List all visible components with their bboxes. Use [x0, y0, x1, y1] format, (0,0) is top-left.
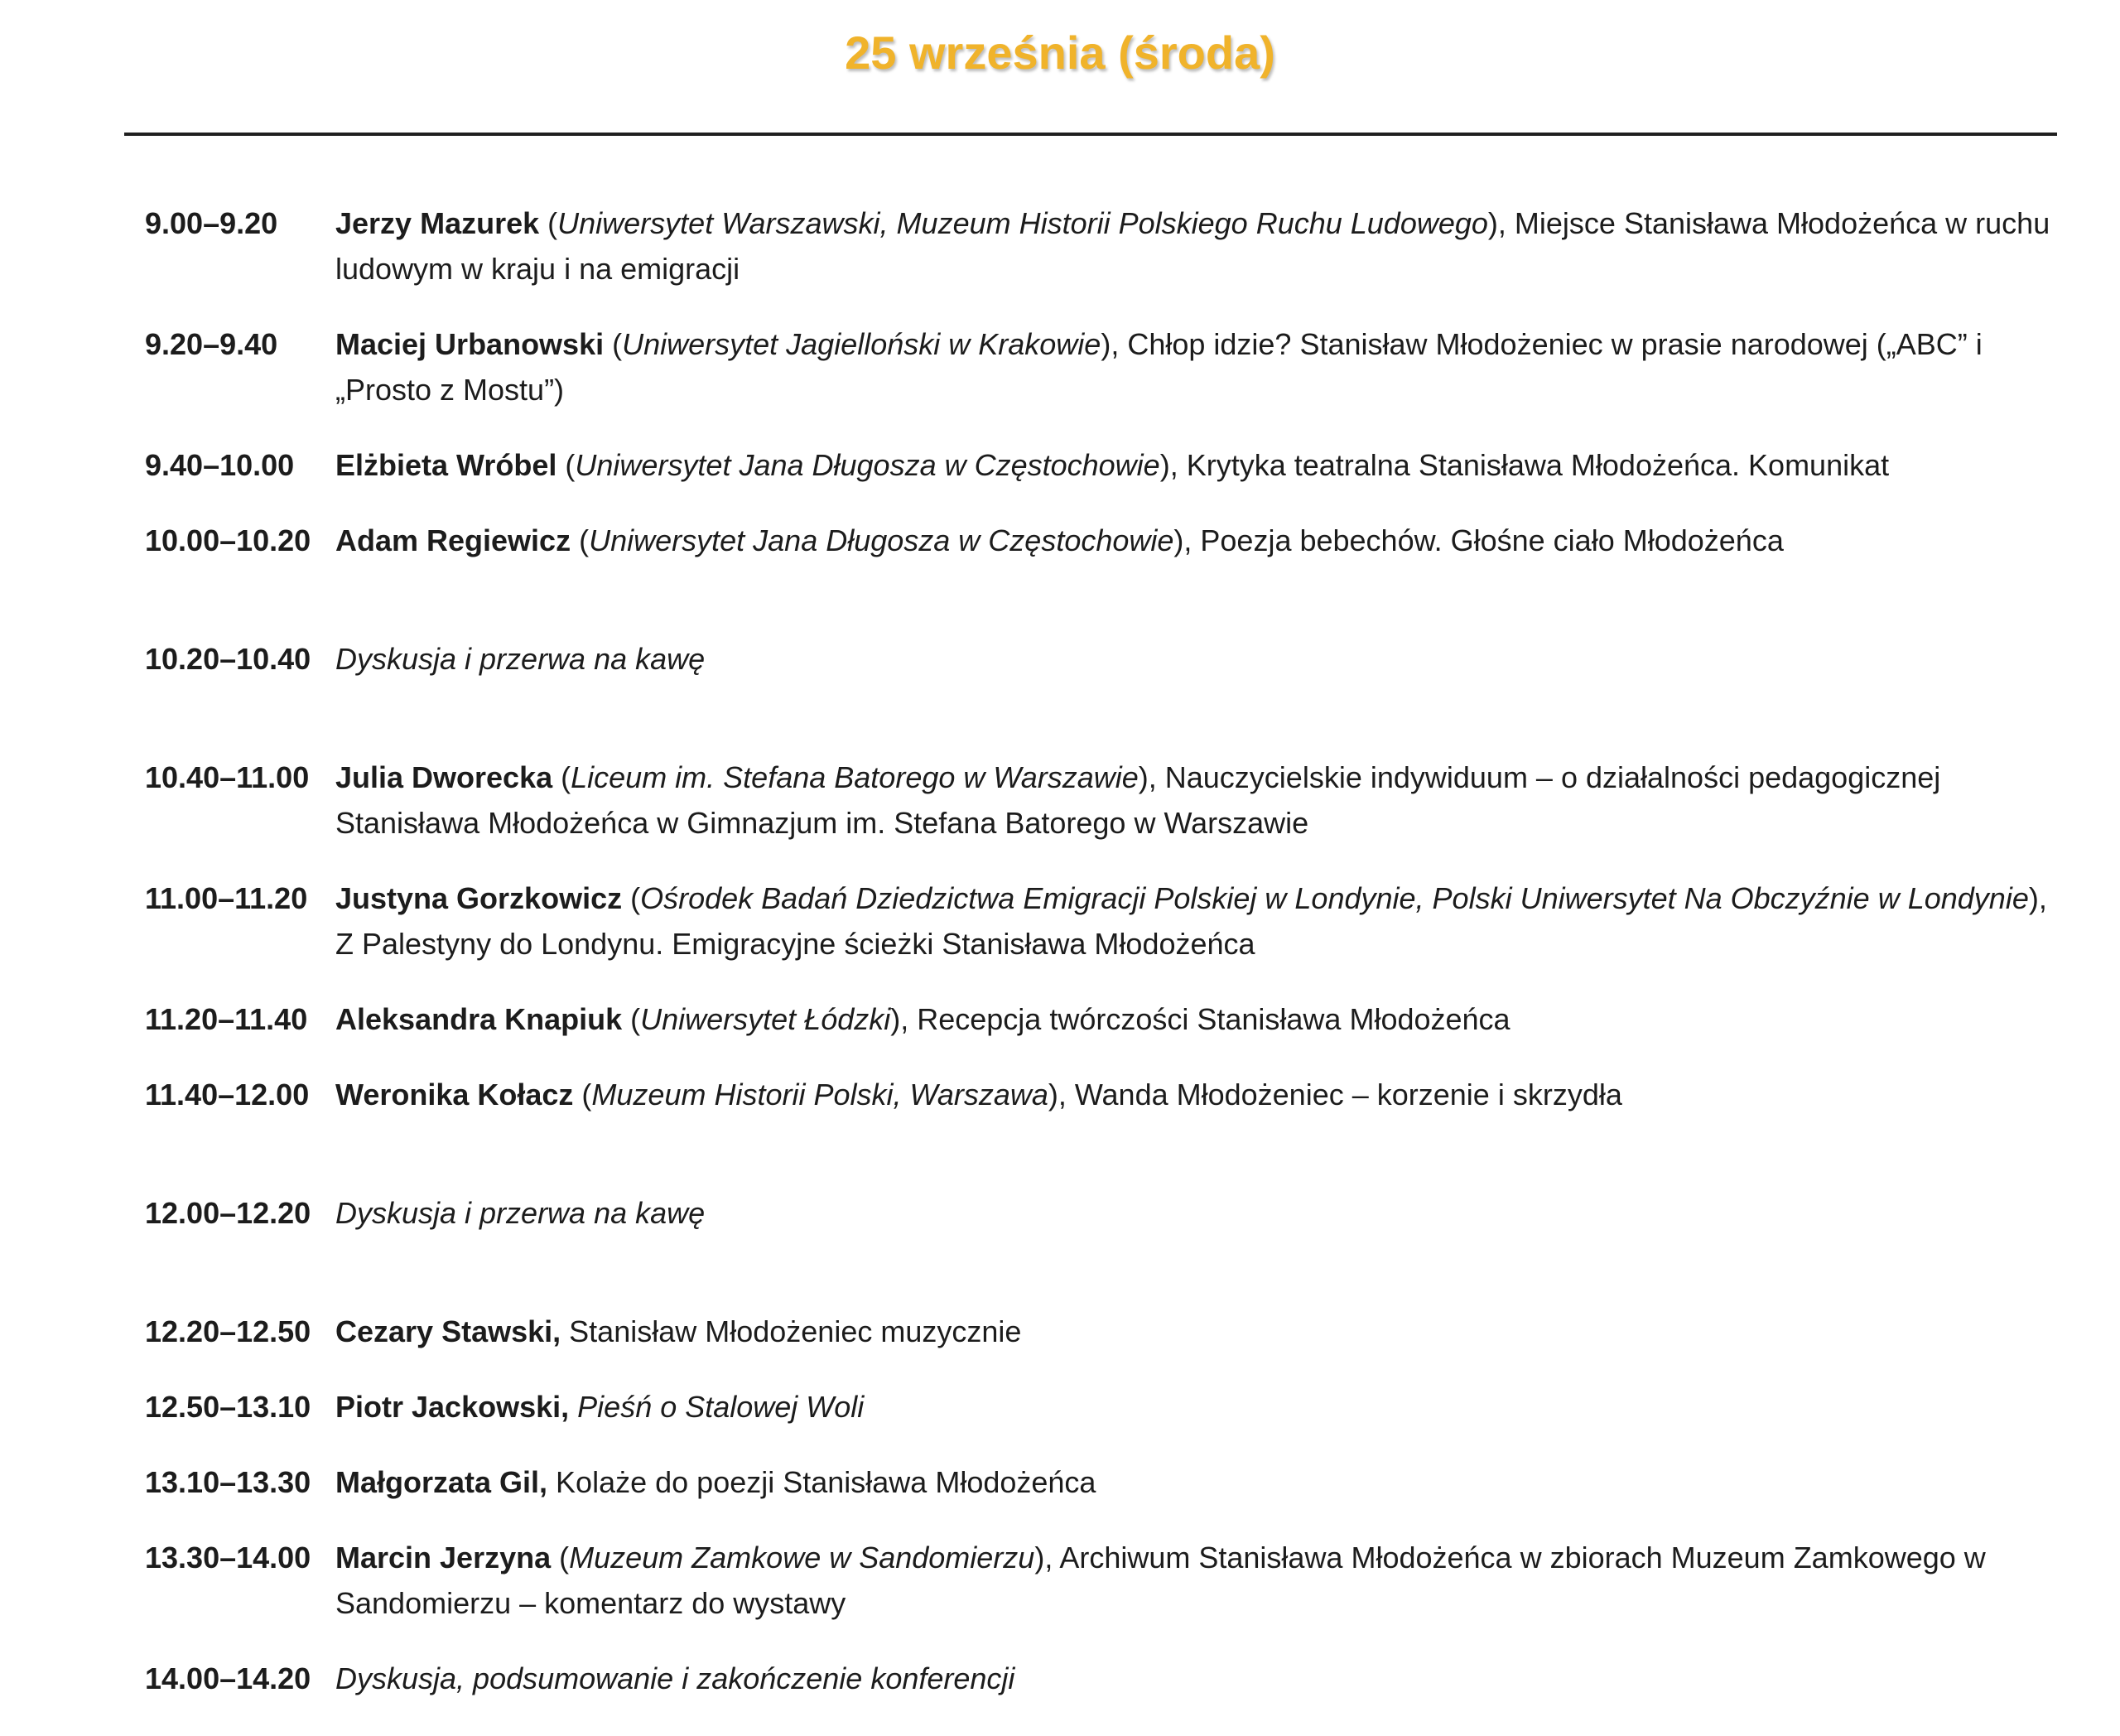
entry-text-segment: Uniwersytet Jana Długosza w Częstochowie: [575, 448, 1160, 482]
entry-description: [335, 442, 2065, 488]
entry-text-segment: (: [604, 327, 623, 361]
entry-text-segment: (: [556, 448, 576, 482]
entry-time: 10.20–10.40: [145, 642, 311, 676]
entry-text-segment: Uniwersytet Jagielloński w Krakowie: [622, 327, 1101, 361]
entry-text-segment: Kolaże do poezji Stanisława Młodożeńca: [547, 1465, 1096, 1499]
entry-text-segment: Uniwersytet Jana Długosza w Częstochowie: [589, 523, 1174, 557]
entry-text-segment: Uniwersytet Łódzki: [640, 1002, 891, 1036]
entry-time: 13.30–14.00: [145, 1541, 311, 1574]
entry-description: [335, 755, 2065, 846]
entry-text-segment: ), Miejsce Stanisława Młodożeńca w ruchu ludowym w kraju i na emigracji: [335, 206, 2050, 286]
schedule-entry: [0, 1072, 2120, 1117]
schedule-entry: [0, 1535, 2120, 1626]
schedule-entry: [0, 321, 2120, 412]
schedule-entry: [0, 200, 2120, 292]
entry-text-segment: (: [571, 523, 590, 557]
entry-time: 9.20–9.40: [145, 327, 278, 361]
entry-description: [335, 996, 2065, 1042]
entry-text-segment: Aleksandra Knapiuk: [335, 1002, 623, 1036]
entry-description: [335, 875, 2065, 967]
entry-description: [335, 200, 2065, 292]
entry-description: [335, 518, 2065, 563]
entry-text-segment: Marcin Jerzyna: [335, 1541, 552, 1574]
entry-text-segment: (: [622, 881, 641, 915]
schedule-entry: [0, 1656, 2120, 1701]
entry-text-segment: Jerzy Mazurek: [335, 206, 540, 240]
entry-text-segment: Elżbieta Wróbel: [335, 448, 557, 482]
entry-text-segment: Pieśń o Stalowej Woli: [577, 1390, 865, 1424]
entry-text-segment: Muzeum Zamkowe w Sandomierzu: [569, 1541, 1035, 1574]
entry-time: 11.00–11.20: [145, 881, 308, 915]
entry-text-segment: Maciej Urbanowski: [335, 327, 605, 361]
entry-text-segment: ), Recepcja twórczości Stanisława Młodożeńca: [890, 1002, 1510, 1036]
entry-time: 14.00–14.20: [145, 1661, 311, 1695]
entry-description: [335, 321, 2065, 412]
entry-text-segment: Adam Regiewicz: [335, 523, 571, 557]
entry-text-segment: ), Wanda Młodożeniec – korzenie i skrzydła: [1048, 1078, 1622, 1112]
entry-text-segment: Stanisław Młodożeniec muzycznie: [561, 1314, 1022, 1348]
entry-text-segment: (: [551, 1541, 570, 1574]
entry-description: [335, 1072, 2065, 1117]
entry-description: [335, 1656, 2065, 1701]
entry-text-segment: Muzeum Historii Polski, Warszawa: [591, 1078, 1048, 1112]
entry-text-segment: ), Krytyka teatralna Stanisława Młodożeńca. Komunikat: [1159, 448, 1890, 482]
schedule-entry: [0, 1459, 2120, 1505]
schedule-entry: [0, 875, 2120, 967]
entry-description: [335, 1384, 2065, 1430]
schedule-entry: [0, 996, 2120, 1042]
entry-text-segment: ), Poezja bebechów. Głośne ciało Młodożeńca: [1173, 523, 1784, 557]
schedule-entry: [0, 1190, 2120, 1236]
entry-text-segment: (: [622, 1002, 641, 1036]
entry-text-segment: Julia Dworecka: [335, 760, 553, 794]
entry-time: 10.00–10.20: [145, 523, 311, 557]
entry-text-segment: ), Z Palestyny do Londynu. Emigracyjne ścieżki Stanisława Młodożeńca: [335, 881, 2047, 961]
entry-text-segment: ), Nauczycielskie indywiduum – o działalności pedagogicznej Stanisława Młodożeńca w Gimnazjum im. Stefana Batorego w Warszawie: [335, 760, 1941, 840]
entry-time: 11.20–11.40: [145, 1002, 308, 1036]
entry-text-segment: Uniwersytet Warszawski, Muzeum Historii Polskiego Ruchu Ludowego: [557, 206, 1488, 240]
entry-description: [335, 1309, 2065, 1354]
entry-time: 13.10–13.30: [145, 1465, 311, 1499]
entry-time: 12.20–12.50: [145, 1314, 311, 1348]
entry-text-segment: Ośrodek Badań Dziedzictwa Emigracji Polskiej w Londynie, Polski Uniwersytet Na Obczyźnie w Londynie: [640, 881, 2029, 915]
entry-text-segment: Małgorzata Gil,: [335, 1465, 548, 1499]
schedule-entry: [0, 1309, 2120, 1354]
entry-text-segment: Dyskusja i przerwa na kawę: [335, 1196, 706, 1230]
entry-text-segment: ), Archiwum Stanisława Młodożeńca w zbiorach Muzeum Zamkowego w Sandomierzu – komentarz do wystawy: [335, 1541, 1986, 1620]
entry-description: [335, 636, 2065, 682]
entry-time: 9.40–10.00: [145, 448, 295, 482]
entry-time: 9.00–9.20: [145, 206, 278, 240]
entry-text-segment: Weronika Kołacz: [335, 1078, 574, 1112]
entry-text-segment: [569, 1390, 577, 1424]
entry-description: [335, 1535, 2065, 1626]
conference-schedule: [0, 200, 2120, 1701]
entry-description: [335, 1459, 2065, 1505]
entry-text-segment: ), Chłop idzie? Stanisław Młodożeniec w prasie narodowej („ABC” i „Prosto z Mostu”): [335, 327, 1983, 407]
entry-text-segment: Cezary Stawski,: [335, 1314, 561, 1348]
schedule-entry: [0, 1384, 2120, 1430]
entry-text-segment: Justyna Gorzkowicz: [335, 881, 623, 915]
entry-time: 11.40–12.00: [145, 1078, 310, 1112]
schedule-entry: [0, 636, 2120, 682]
entry-text-segment: Liceum im. Stefana Batorego w Warszawie: [571, 760, 1139, 794]
page-title: 25 września (środa): [845, 27, 1275, 79]
entry-text-segment: Dyskusja i przerwa na kawę: [335, 642, 706, 676]
schedule-entry: [0, 518, 2120, 563]
entry-time: 12.50–13.10: [145, 1390, 311, 1424]
schedule-entry: [0, 442, 2120, 488]
schedule-entry: [0, 755, 2120, 846]
entry-text-segment: Piotr Jackowski,: [335, 1390, 570, 1424]
entry-time: 12.00–12.20: [145, 1196, 311, 1230]
entry-text-segment: (: [573, 1078, 592, 1112]
title-divider: [124, 133, 2057, 136]
entry-time: 10.40–11.00: [145, 760, 310, 794]
entry-description: [335, 1190, 2065, 1236]
entry-text-segment: (: [539, 206, 558, 240]
entry-text-segment: Dyskusja, podsumowanie i zakończenie konferencji: [335, 1661, 1015, 1695]
entry-text-segment: (: [552, 760, 571, 794]
